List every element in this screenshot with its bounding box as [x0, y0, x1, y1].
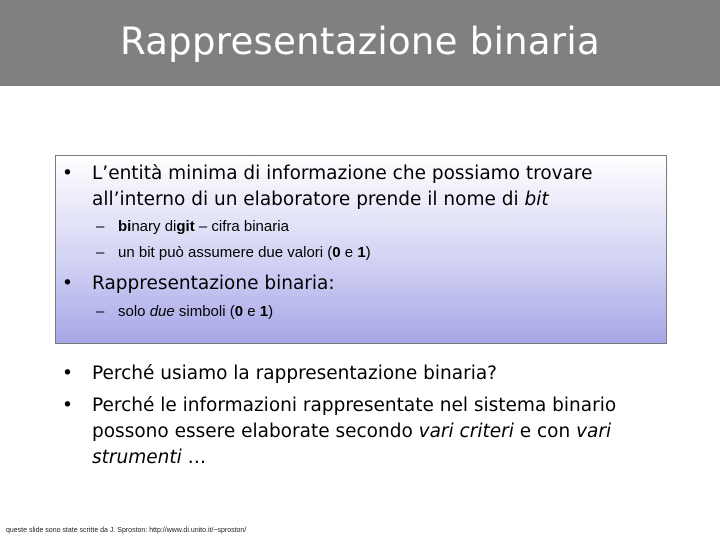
slide-title: Rappresentazione binaria [120, 20, 600, 63]
sub-bold: git [176, 218, 195, 235]
sub-dash: – [96, 303, 105, 320]
sub-part: simboli ( [174, 303, 235, 320]
sub-bold: bi [118, 218, 132, 235]
sub-item-bit-values [96, 242, 371, 264]
sub-part: ) [268, 303, 274, 320]
bullet-text-emphasis: bit [524, 189, 549, 210]
sub-bold: 0 [332, 244, 341, 261]
bullet-binary-representation [62, 271, 642, 297]
sub-part: un bit può assumere due valori ( [118, 244, 333, 261]
sub-item-binary-digit [96, 216, 289, 238]
bullet-why-elaborated [62, 393, 662, 471]
sub-text [118, 301, 273, 323]
bullet-marker: • [62, 273, 73, 294]
bullet-text-part: … [181, 447, 207, 468]
sub-bold: 1 [259, 303, 269, 320]
bullet-text-part: e con [513, 421, 577, 442]
sub-bold: 0 [234, 303, 244, 320]
bullet-text-part: Perché le informazioni rappresentate nel sistema binario possono essere elaborate secondo [92, 395, 617, 442]
sub-dash: – [96, 218, 105, 235]
sub-part: e [340, 244, 358, 261]
sub-part: nary di [131, 218, 177, 235]
bullet-marker: • [62, 395, 73, 416]
sub-text [118, 242, 371, 264]
sub-bold: 1 [357, 244, 366, 261]
sub-item-two-symbols [96, 301, 273, 323]
bullet-marker: • [62, 363, 73, 384]
sub-part: ) [365, 244, 371, 261]
bullet-bit-definition [62, 161, 642, 213]
sub-part: – cifra binaria [194, 218, 289, 235]
bullet-text [92, 161, 642, 213]
bullet-text [92, 393, 662, 471]
bullet-text-emphasis: vari strumenti [92, 421, 612, 468]
sub-part: solo [118, 303, 150, 320]
title-bar [0, 0, 720, 86]
bullet-text: Perché usiamo la rappresentazione binaria? [92, 363, 498, 384]
bullet-text-part: L’entità minima di informazione che possiamo trovare all’interno di un elaboratore prende il nome di [92, 163, 593, 210]
bullet-text: Rappresentazione binaria: [92, 273, 335, 294]
sub-emphasis: due [149, 303, 175, 320]
bullet-why-binary [62, 361, 662, 387]
sub-part: e [243, 303, 260, 320]
footer-credit: queste slide sono state scritte da J. Sproston: http://www.di.unito.it/~sproston/ [6, 527, 247, 534]
sub-dash: – [96, 244, 105, 261]
bullet-marker: • [62, 163, 73, 184]
bullet-text-emphasis: vari criteri [418, 421, 514, 442]
sub-text [118, 216, 289, 238]
